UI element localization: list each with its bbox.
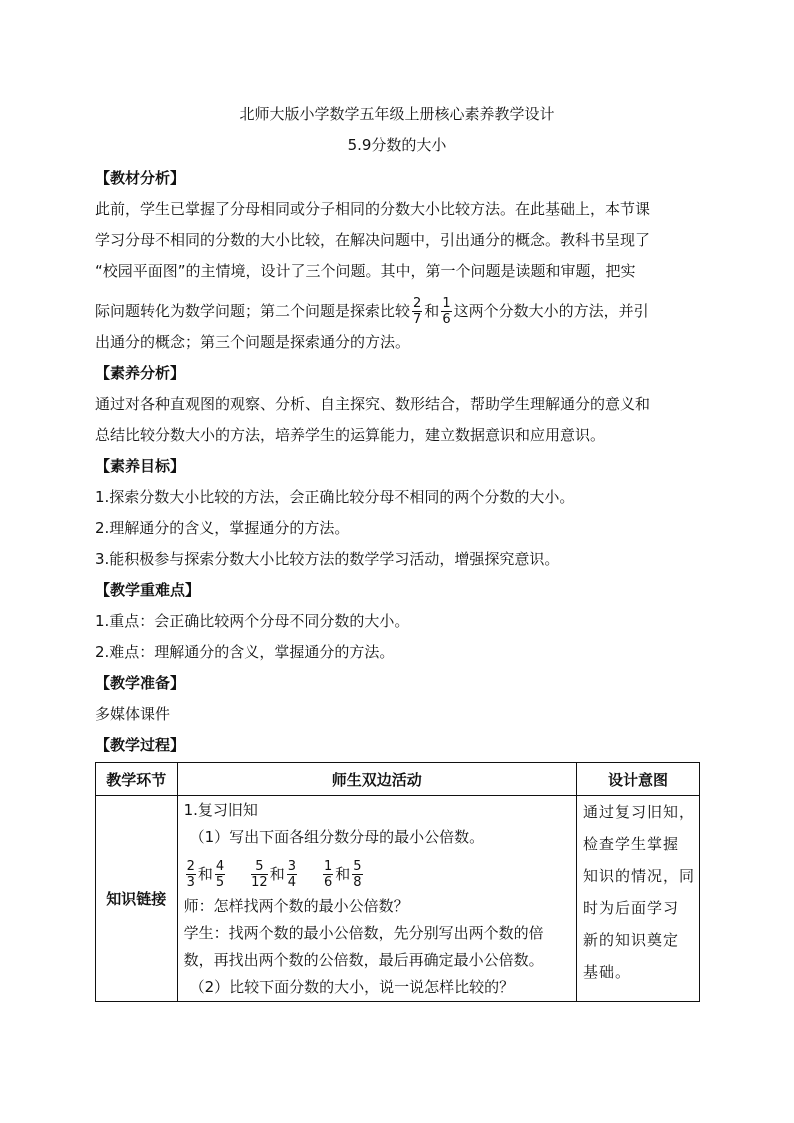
activities-cell	[177, 796, 576, 1002]
section-heading-preparation: 【教学准备】	[95, 674, 186, 692]
numerator: 5	[353, 858, 362, 874]
section-heading-key-points: 【教学重难点】	[95, 581, 201, 599]
goal-item: 2.理解通分的含义，掌握通分的方法。	[95, 519, 350, 537]
fraction-pair	[249, 860, 299, 889]
intent-line: 基础。	[582, 963, 631, 981]
fraction-pair	[184, 860, 228, 889]
intent-line: 检查学生掌握	[582, 835, 679, 853]
fraction	[251, 860, 268, 889]
fraction	[215, 860, 225, 889]
section-heading-literacy-analysis: 【素养分析】	[95, 364, 186, 382]
key-point-item: 2.难点：理解通分的含义，掌握通分的方法。	[95, 643, 395, 661]
header-design-intent: 设计意图	[576, 763, 699, 796]
numerator: 4	[215, 858, 225, 874]
intent-line: 时为后面学习	[582, 899, 679, 917]
paragraph-line: 学习分母不相同的分数的大小比较，在解决问题中，引出通分的概念。教科书呈现了	[95, 231, 651, 249]
denominator: 7	[413, 311, 422, 327]
conjunction: 和	[335, 865, 351, 883]
key-point-item: 1.重点：会正确比较两个分母不同分数的大小。	[95, 612, 410, 630]
section-heading-teaching-process: 【教学过程】	[95, 736, 186, 754]
fraction	[323, 860, 333, 889]
paragraph-line: “校园平面图”的主情境，设计了三个问题。其中，第一个问题是读题和审题，把实	[95, 262, 636, 280]
numerator: 1	[442, 295, 451, 311]
denominator: 6	[442, 311, 451, 327]
intent-line: 知识的情况，同	[582, 867, 695, 885]
denominator: 6	[323, 874, 333, 890]
paragraph-line: 出通分的概念；第三个问题是探索通分的方法。	[95, 333, 411, 351]
conjunction: 和	[197, 865, 213, 883]
activity-line: （2）比较下面分数的大小，说一说怎样比较的？	[189, 978, 515, 996]
lesson-title: 5.9分数的大小	[347, 136, 447, 154]
denominator: 4	[287, 874, 296, 890]
activity-line: 学生：找两个数的最小公倍数，先分别写出两个数的倍	[183, 924, 544, 942]
fraction	[186, 860, 196, 889]
document-title: 北师大版小学数学五年级上册核心素养教学设计	[239, 105, 555, 123]
denominator: 12	[251, 874, 268, 890]
section-heading-literacy-goals: 【素养目标】	[95, 457, 186, 475]
paragraph-line: 总结比较分数大小的方法，培养学生的运算能力，建立数据意识和应用意识。	[95, 426, 606, 444]
fraction	[287, 860, 297, 889]
fraction	[352, 860, 362, 889]
numerator: 1	[323, 858, 333, 874]
text-segment: 际问题转化为数学问题；第二个问题是探索比较	[95, 302, 411, 320]
stage-cell: 知识链接	[96, 796, 178, 1002]
text-segment: 和	[424, 302, 440, 320]
goal-item: 1.探索分数大小比较的方法，会正确比较分母不相同的两个分数的大小。	[95, 488, 575, 506]
fraction-two-sevenths	[412, 297, 422, 326]
fraction-one-sixth	[441, 297, 451, 326]
intent-line: 新的知识奠定	[582, 931, 679, 949]
paragraph-line-with-fractions	[95, 291, 700, 331]
numerator: 2	[413, 295, 422, 311]
numerator: 2	[186, 858, 195, 874]
preparation-text: 多媒体课件	[95, 705, 171, 723]
activity-line: 师：怎样找两个数的最小公倍数？	[183, 897, 409, 915]
teaching-process-table	[95, 762, 700, 1002]
header-stage: 教学环节	[96, 763, 178, 796]
paragraph-line: 通过对各种直观图的观察、分析、自主探究、数形结合，帮助学生理解通分的意义和	[95, 395, 651, 413]
conjunction: 和	[269, 865, 285, 883]
numerator: 5	[251, 860, 268, 875]
goal-item: 3.能积极参与探索分数大小比较方法的数学学习活动，增强探究意识。	[95, 550, 560, 568]
fraction-pairs-line	[184, 854, 570, 894]
text-segment: 这两个分数大小的方法，并引	[453, 302, 649, 320]
activity-line: 1.复习旧知	[183, 801, 258, 819]
section-heading-textbook-analysis: 【教材分析】	[95, 169, 186, 187]
header-activities: 师生双边活动	[177, 763, 576, 796]
denominator: 3	[186, 874, 195, 890]
table-row	[96, 796, 700, 1002]
paragraph-line: 此前，学生已掌握了分母相同或分子相同的分数大小比较方法。在此基础上，本节课	[95, 200, 651, 218]
fraction-pair	[321, 860, 365, 889]
denominator: 8	[353, 874, 362, 890]
activity-line: （1）写出下面各组分数分母的最小公倍数。	[189, 828, 485, 846]
table-header-row	[96, 763, 700, 796]
numerator: 3	[287, 858, 296, 874]
intent-line: 通过复习旧知，	[582, 803, 695, 821]
activity-line: 数，再找出两个数的公倍数，最后再确定最小公倍数。	[183, 951, 544, 969]
denominator: 5	[215, 874, 225, 890]
design-intent-cell	[576, 796, 699, 1002]
